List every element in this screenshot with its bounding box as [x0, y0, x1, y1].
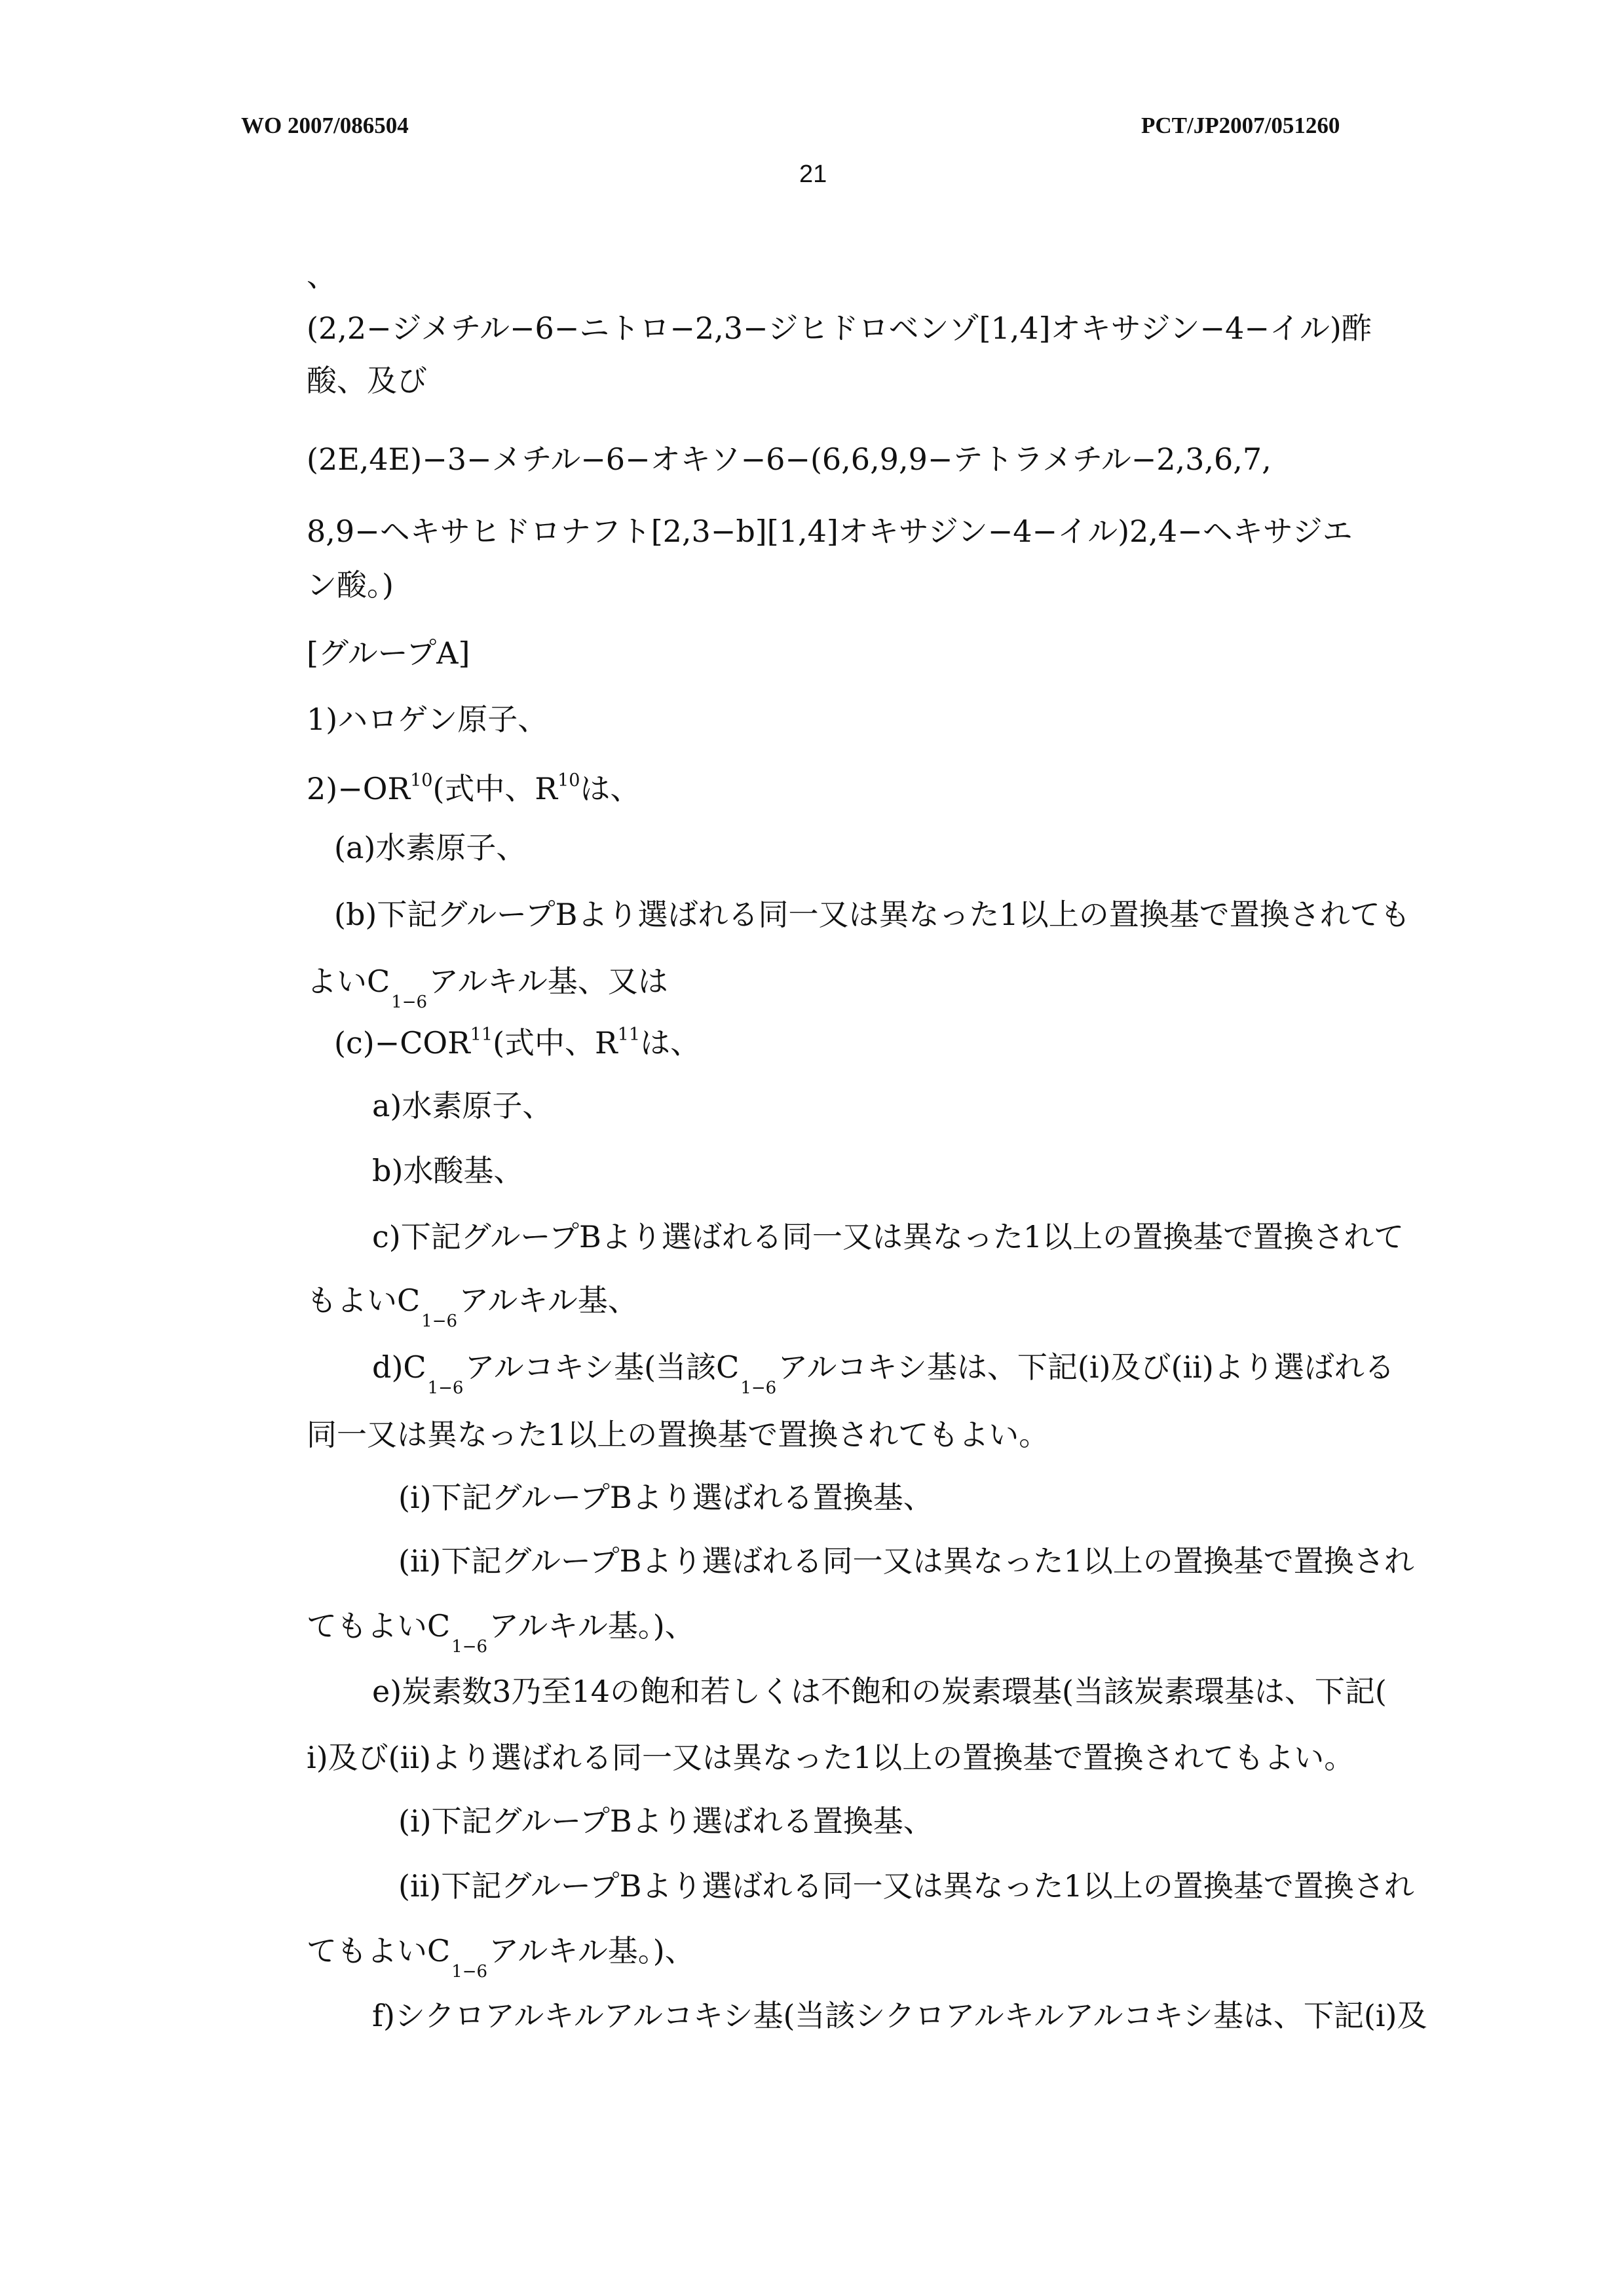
- application-id: PCT/JP2007/051260: [1141, 113, 1340, 138]
- line-12: よいC1−6アルキル基、又は: [307, 964, 668, 1012]
- line-14: a)水素原子、: [372, 1088, 553, 1123]
- document-id: WO 2007/086504: [241, 113, 409, 138]
- line-09: $2)-OR^{10}$(式中、$R^{10}$は、: [307, 770, 641, 806]
- line-19: 同一又は異なった1以上の置換基で置換されてもよい。: [307, 1417, 1049, 1452]
- line-08: 1)ハロゲン原子、: [307, 702, 548, 737]
- line-24: i)及び(ii)より選ばれる同一又は異なった1以上の置換基で置換されてもよい。: [307, 1740, 1355, 1775]
- line-20: (i)下記グループBより選ばれる置換基、: [398, 1480, 934, 1515]
- line-28: f)シクロアルキルアルコキシ基(当該シクロアルキルアルコキシ基は、下記(i)及: [372, 1998, 1427, 2033]
- line-23: e)炭素数3乃至14の飽和若しくは不飽和の炭素環基(当該炭素環基は、下記(: [372, 1674, 1387, 1709]
- line-03: 酸、及び: [307, 363, 427, 398]
- line-26: (ii)下記グループBより選ばれる同一又は異なった1以上の置換基で置換され: [398, 1868, 1414, 1904]
- line-11: (b)下記グループBより選ばれる同一又は異なった1以上の置換基で置換されても: [334, 897, 1410, 932]
- line-04: (2E,4E)−3−メチル−6−オキソ−6−(6,6,9,9−テトラメチル−2,3,6,7,: [307, 442, 1272, 477]
- page-number: 21: [799, 160, 827, 188]
- line-18: d)C1−6アルコキシ基(当該C1−6アルコキシ基は、下記(i)及び(ii)より選ばれる: [372, 1349, 1395, 1398]
- line-25: (i)下記グループBより選ばれる置換基、: [398, 1803, 934, 1839]
- line-21: (ii)下記グループBより選ばれる同一又は異なった1以上の置換基で置換され: [398, 1543, 1414, 1579]
- line-02: (2,2−ジメチル−6−ニトロ−2,3−ジヒドロベンゾ[1,4]オキサジン−4−イル)酢: [307, 311, 1372, 346]
- line-15: b)水酸基、: [372, 1153, 524, 1188]
- line-10: (a)水素原子、: [334, 830, 527, 865]
- group-a-heading: [グループA]: [307, 635, 470, 671]
- line-22: てもよいC1−6アルキル基。)、: [307, 1608, 695, 1657]
- line-05: 8,9−ヘキサヒドロナフト[2,3−b][1,4]オキサジン−4−イル)2,4−ヘキサジエ: [307, 514, 1353, 549]
- line-01: 、: [307, 258, 337, 293]
- line-06: ン酸。): [307, 567, 394, 603]
- line-17: もよいC1−6アルキル基、: [307, 1283, 638, 1331]
- line-27: てもよいC1−6アルキル基。)、: [307, 1933, 695, 1982]
- line-16: c)下記グループBより選ばれる同一又は異なった1以上の置換基で置換されて: [372, 1219, 1405, 1254]
- line-13: $(c)-COR^{11}$(式中、$R^{11}$は、: [334, 1025, 701, 1061]
